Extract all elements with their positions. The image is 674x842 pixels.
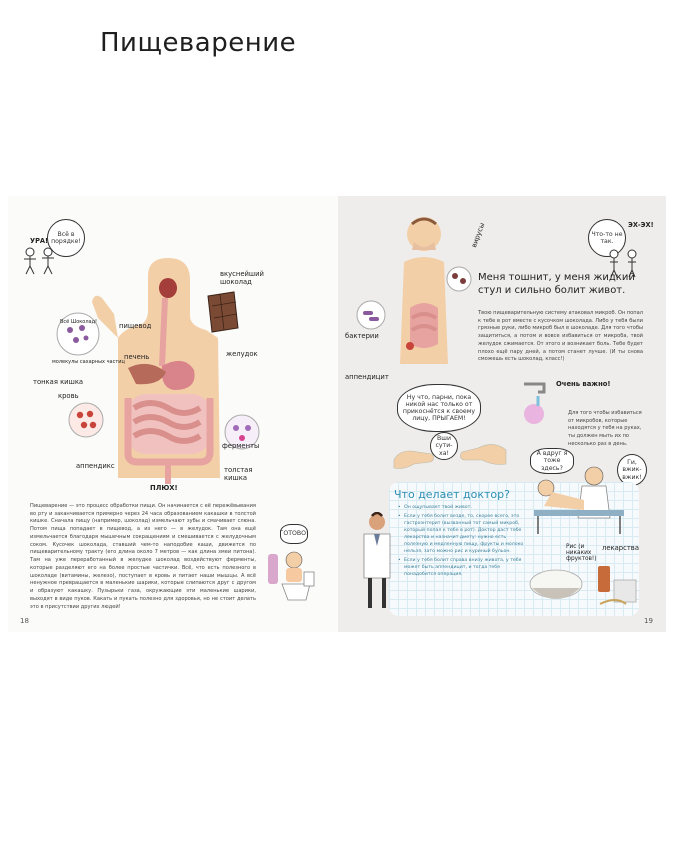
doctor-figure — [360, 512, 394, 612]
toilet-kid-illustration — [264, 546, 320, 606]
label-liver: печень — [124, 353, 150, 361]
blood-circle — [68, 402, 104, 438]
bacteria-sub-label: молекулы сахарных частиц — [52, 359, 125, 365]
medicine-label: лекарства — [602, 544, 639, 552]
important-text: Для того чтобы избавиться от микробов, которые находятся у тебя на руках, ты должен мыть их по несколько раз в день. — [568, 410, 642, 447]
label-small-intestine: тонкая кишка — [33, 378, 84, 386]
hands-illustration — [390, 430, 510, 474]
bacteria-circle-right — [356, 300, 386, 330]
corner-shout-right: ЭХ-ЭХ! — [628, 221, 654, 229]
body-text-left: Пищеварение — это процесс обработки пищи. Он начинается с её пережёвывания во рту и заканчивается примерно через 24 часа образованием какашки в толстой кишке. Сначала пищу (например, шоколад) измельчают зубы и смачивает слюна. Потом пища попадает в пищевод, а из него — в желудок. Там она ещё измельчается благодаря мышечным сокращениям и смешивается с желудочным соком. Кусочек шоколада, ставший чем-то наподобие каши, движется по пищеварительному тракту (его длина около 7 метров — как длина змеи питона). Там на уже переработанный в желудке шоколад воздействуют ферменты, которые разделяют его на более простые частички. Всё, что есть полезного в шоколаде (витамины, железо), поступает в кровь и питает наши мышцы. А всё ненужное превращается в маленькие шарики, которые слипаются друг с другом и образуют какашку. Пузырьки газа, окружающие эти маленькие шарики, выходят в виде пуков. Какать и пукать полезно для здоровья, но не стоит делать это в присутствии других людей! — [30, 503, 256, 610]
label-flush: ПЛЮХ! — [150, 484, 178, 492]
kid-bubble: А вдруг я тоже здесь? — [530, 448, 574, 474]
symptom-heading: Меня тошнит, у меня жидкий стул и сильно болит живот. — [478, 272, 635, 296]
medicine-icon — [596, 560, 640, 610]
tap-water-icon — [514, 378, 554, 426]
corner-bubble-right: Что-то не так. — [588, 219, 626, 257]
bacteria-note: Всё Шоколад! — [60, 319, 98, 325]
virus-circle — [446, 266, 472, 292]
label-chocolate: вкуснейший шоколад — [220, 270, 264, 286]
happy-kids-illustration — [20, 246, 60, 276]
microbe-small-bubble: Вши сути-ха! — [430, 432, 458, 460]
label-esophagus: пищевод — [119, 322, 152, 330]
doctor-list — [398, 505, 526, 581]
doctor-box-title: Что делает доктор? — [394, 488, 510, 501]
label-blood: кровь — [58, 392, 79, 400]
corner-bubble-left: Всё в порядке! — [47, 219, 85, 257]
page-title: Пищеварение — [100, 28, 297, 58]
doctor-list-item: • Он ощупывает твой живот. — [398, 505, 526, 512]
chocolate-bar-icon — [202, 290, 242, 335]
important-label: Очень важно! — [556, 380, 611, 388]
rice-label: Рис (и никаких фруктов!) — [566, 544, 597, 562]
rice-bowl-icon — [526, 564, 586, 608]
label-viruses: вирусы — [470, 221, 487, 249]
corner-shout-left: УРА! — [30, 237, 49, 245]
label-large-intestine: толстая кишка — [224, 466, 253, 482]
sick-body-illustration — [384, 214, 464, 374]
label-stomach: желудок — [226, 350, 258, 358]
done-bubble: ГОТОВО! — [280, 524, 308, 544]
microbe-speech-bubble: Ну что, парни, пока никой нас только от прикоснётся к своему лицу, ПРЫГАЕМ! — [397, 384, 481, 432]
page-number-left: 18 — [20, 617, 29, 625]
kid-shout-bubble: Ги, вжик-вжик! — [617, 454, 647, 486]
symptom-intro: Твою пищеварительную систему атаковал микроб. Он попал к тебе в рот вместе с кусочком шоколада. Либо у тебя были грязные руки, либо микроб был в шоколаде. Для того чтобы защититься, а потом и вовсе избавиться от микроба, твой желудок сжимается. От этого и возникает боль. Тебе будет плохо ещё пару дней, а потом станет лучше. (И ты снова сможешь есть шоколад, класс!) — [478, 310, 643, 363]
exam-scene-illustration — [524, 458, 634, 538]
doctor-list-item: • Если у тебя болит везде, то, скорее всего, это гастроэнтерит (вызванный тот самый микроб, который попал к тебе в рот). Доктор даст тебе лекарства и назначит диету: нужно есть полезную и медленную пищу, фрукты и молоко нельзя, зато можно рис и куриный бульон. — [398, 514, 526, 556]
label-enzymes: ферменты — [222, 442, 260, 450]
page-number-right: 19 — [644, 617, 653, 625]
doctor-list-item: • Если у тебя болит справа внизу живота, у тебя может быть аппендицит, и тогда тебе понадобится операция. — [398, 558, 526, 579]
label-bacteria: бактерии — [345, 332, 379, 340]
label-appendicitis: аппендицит — [345, 373, 389, 381]
label-appendix: аппендикс — [76, 462, 115, 470]
